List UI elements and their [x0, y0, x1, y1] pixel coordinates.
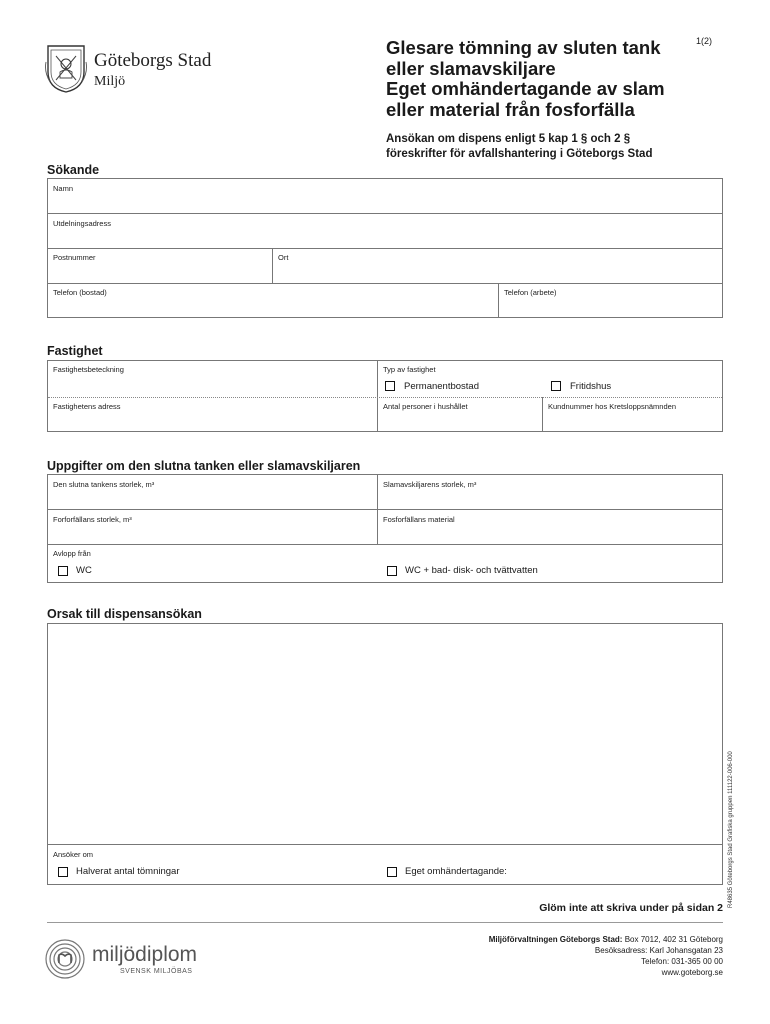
permanentbostad-checkbox[interactable] [385, 381, 395, 391]
section-heading-sokande: Sökande [47, 163, 100, 177]
telefon-bostad-label: Telefon (bostad) [53, 288, 107, 297]
miljodiplom-name: miljödiplom [92, 943, 198, 966]
sokande-form [47, 178, 723, 318]
telefon-arbete-label: Telefon (arbete) [504, 288, 557, 297]
section-heading-orsak: Orsak till dispensansökan [47, 607, 202, 621]
fritidshus-checkbox[interactable] [551, 381, 561, 391]
typ-av-fastighet-label: Typ av fastighet [383, 365, 436, 374]
avlopp-fran-label: Avlopp från [53, 549, 91, 558]
title-line-3: Eget omhändertagande av slam [386, 78, 665, 99]
page-number: 1(2) [696, 36, 713, 46]
document-subtitle [386, 132, 726, 161]
orsak-textarea[interactable] [48, 624, 722, 842]
print-code: R48635 Göteborgs Stad Grafiska gruppen 111122-006-000 [728, 751, 734, 908]
section-heading-fastighet: Fastighet [47, 344, 103, 358]
ansoker-om-label: Ansöker om [53, 850, 94, 859]
address-org: Miljöförvaltningen Göteborgs Stad: [488, 935, 623, 944]
miljodiplom-logo [44, 938, 244, 982]
goteborgs-stad-logo [44, 42, 244, 94]
subtitle-line-2: föreskrifter för avfallshantering i Göteborgs Stad [386, 147, 653, 160]
document-title [386, 38, 716, 120]
title-line-4: eller material från fosforfälla [386, 98, 635, 120]
wc-checkbox[interactable] [58, 566, 68, 576]
wc-bad-label: WC + bad- disk- och tvättvatten [405, 565, 538, 576]
address-web[interactable]: www.goteborg.se [661, 968, 723, 977]
fastighetens-adress-label: Fastighetens adress [53, 402, 121, 411]
permanentbostad-label: Permanentbostad [404, 381, 479, 392]
logo-name: Göteborgs Stad [94, 50, 212, 71]
section-heading-uppgifter: Uppgifter om den slutna tanken eller slamavskiljaren [47, 459, 361, 473]
logo-department: Miljö [94, 74, 126, 89]
wc-bad-checkbox[interactable] [387, 566, 397, 576]
slam-storlek-label: Slamavskiljarens storlek, m³ [383, 480, 477, 489]
namn-label: Namn [53, 184, 74, 193]
eget-checkbox[interactable] [387, 867, 397, 877]
eget-label: Eget omhändertagande: [405, 866, 507, 877]
footer-address [489, 934, 723, 978]
kundnummer-label: Kundnummer hos Kretsloppsnämnden [548, 402, 676, 411]
wc-label: WC [76, 565, 92, 576]
footer-divider [47, 922, 723, 923]
halverat-checkbox[interactable] [58, 867, 68, 877]
postnummer-label: Postnummer [53, 253, 96, 262]
title-line-1: Glesare tömning av sluten tank [386, 37, 661, 58]
subtitle-line-1: Ansökan om dispens enligt 5 kap 1 § och 2 § [386, 133, 631, 145]
halverat-label: Halverat antal tömningar [76, 866, 180, 877]
address-box: Box 7012, 402 31 Göteborg [624, 935, 723, 944]
fosfor-storlek-label: Forforfällans storlek, m³ [53, 515, 132, 524]
fosfor-material-label: Fosforfällans material [383, 515, 455, 524]
miljodiplom-sub: SVENSK MILJÖBAS [120, 968, 193, 975]
spiral-icon [44, 938, 86, 980]
fastighet-form [47, 360, 723, 432]
tank-storlek-label: Den slutna tankens storlek, m³ [53, 480, 155, 489]
city-crest-icon [44, 42, 88, 94]
ort-label: Ort [278, 253, 289, 262]
title-line-2: eller slamavskiljare [386, 57, 556, 79]
fastighetsbeteckning-label: Fastighetsbeteckning [53, 365, 124, 374]
uppgifter-form [47, 474, 723, 583]
antal-personer-label: Antal personer i hushållet [383, 402, 468, 411]
utdelningsadress-label: Utdelningsadress [53, 219, 111, 228]
signature-reminder: Glöm inte att skriva under på sidan 2 [539, 902, 723, 914]
fritidshus-label: Fritidshus [570, 381, 612, 392]
address-visit: Besöksadress: Karl Johansgatan 23 [594, 946, 723, 955]
address-phone: Telefon: 031-365 00 00 [641, 957, 723, 966]
